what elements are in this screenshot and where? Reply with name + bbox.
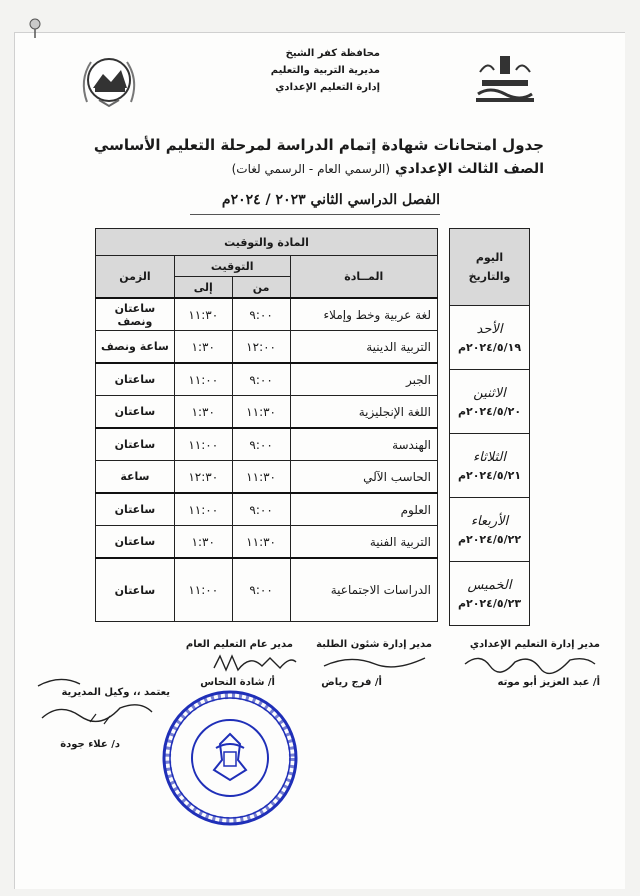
subject-cell: الجبر xyxy=(290,363,437,396)
ministry-header xyxy=(260,45,380,96)
timing-column-header: التوقيت xyxy=(174,256,290,277)
students-director-signature xyxy=(320,650,430,674)
approval-label: يعتمد ،، وكيل المديرية xyxy=(61,687,170,698)
table-row xyxy=(96,363,438,396)
directorate-logo-icon xyxy=(77,52,141,110)
day-cell xyxy=(450,498,530,562)
subject-cell: التربية الدينية xyxy=(290,331,437,364)
duration-cell: ساعتان ونصف xyxy=(96,298,175,331)
day-cell xyxy=(450,562,530,626)
duration-cell: ساعة xyxy=(96,461,175,494)
day-name: الثلاثاء xyxy=(473,449,506,465)
duration-cell: ساعتان xyxy=(96,363,175,396)
day-date: ٢٠٢٤/٥/٢٠م xyxy=(457,404,522,418)
day-cell xyxy=(450,306,530,370)
prep-director-title: مدير إدارة التعليم الإعدادي xyxy=(469,639,600,650)
to-cell: ١:٣٠ xyxy=(174,526,232,559)
from-cell: ٩:٠٠ xyxy=(232,493,290,526)
subject-time-header: المادة والتوقيت xyxy=(96,229,438,256)
day-name: الأحد xyxy=(476,321,503,337)
duration-cell: ساعتان xyxy=(96,493,175,526)
track-label: (الرسمي العام - الرسمي لغات) xyxy=(231,162,391,176)
to-cell: ١١:٠٠ xyxy=(174,493,232,526)
from-cell: ٩:٠٠ xyxy=(232,558,290,622)
administration-label: إدارة التعليم الإعدادي xyxy=(275,82,380,93)
students-director-title: مدير إدارة شئون الطلبة xyxy=(316,639,432,650)
term-title: الفصل الدراسي الثاني ٢٠٢٣ / ٢٠٢٤م xyxy=(221,192,440,208)
pin-icon xyxy=(28,18,42,38)
date-header-label: والتاريخ xyxy=(468,270,511,283)
directorate-label: مديرية التربية والتعليم xyxy=(270,65,380,76)
from-cell: ٩:٠٠ xyxy=(232,428,290,461)
table-row xyxy=(96,461,438,494)
prep-director-name: أ/ عبد العزيز أبو موته xyxy=(497,677,600,688)
day-date: ٢٠٢٤/٥/٢٣م xyxy=(457,596,522,610)
subject-cell: العلوم xyxy=(290,493,437,526)
duration-column-header: الزمن xyxy=(96,256,175,299)
duration-cell: ساعتان xyxy=(96,428,175,461)
from-column-header: من xyxy=(232,277,290,299)
from-cell: ١١:٣٠ xyxy=(232,461,290,494)
from-cell: ١١:٣٠ xyxy=(232,526,290,559)
official-stamp-icon xyxy=(160,688,300,828)
day-date: ٢٠٢٤/٥/٢٢م xyxy=(457,532,522,546)
subject-cell: لغة عربية وخط وإملاء xyxy=(290,298,437,331)
to-cell: ١١:٠٠ xyxy=(174,363,232,396)
table-row xyxy=(96,331,438,364)
duration-cell: ساعتان xyxy=(96,558,175,622)
duration-cell: ساعتان xyxy=(96,396,175,429)
general-director-name: أ/ شادة النحاس xyxy=(200,677,275,688)
day-date-header xyxy=(450,229,530,306)
table-row xyxy=(96,298,438,331)
schedule-table xyxy=(95,228,438,622)
general-director-signature xyxy=(210,650,300,676)
subject-column-header: المــادة xyxy=(290,256,437,299)
governorate-logo-icon xyxy=(470,52,540,104)
day-name: الأربعاء xyxy=(470,513,509,529)
to-cell: ١١:٠٠ xyxy=(174,558,232,622)
day-name: الخميس xyxy=(467,577,512,593)
grade-title xyxy=(232,161,544,177)
subject-cell: الدراسات الاجتماعية xyxy=(290,558,437,622)
students-director-name: أ/ فرج رياض xyxy=(321,677,382,688)
day-cell xyxy=(450,434,530,498)
deputy-signature xyxy=(30,672,160,732)
to-cell: ١:٣٠ xyxy=(174,396,232,429)
table-row xyxy=(96,396,438,429)
deputy-name: د/ علاء جودة xyxy=(60,739,120,750)
table-row xyxy=(96,558,438,622)
from-cell: ٩:٠٠ xyxy=(232,298,290,331)
from-cell: ٩:٠٠ xyxy=(232,363,290,396)
table-row xyxy=(96,493,438,526)
to-cell: ١١:٣٠ xyxy=(174,298,232,331)
day-name: الاثنين xyxy=(473,385,506,401)
from-cell: ١٢:٠٠ xyxy=(232,331,290,364)
subject-cell: التربية الفنية xyxy=(290,526,437,559)
day-header-label: اليوم xyxy=(475,251,504,264)
duration-cell: ساعة ونصف xyxy=(96,331,175,364)
day-date: ٢٠٢٤/٥/١٩م xyxy=(457,340,522,354)
subject-cell: الهندسة xyxy=(290,428,437,461)
prep-director-signature xyxy=(460,650,600,676)
governorate-label: محافظة كفر الشيخ xyxy=(285,48,380,59)
grade-label: الصف الثالث الإعدادي xyxy=(394,161,544,177)
general-director-title: مدير عام التعليم العام xyxy=(185,639,293,650)
table-row xyxy=(96,526,438,559)
duration-cell: ساعتان xyxy=(96,526,175,559)
to-cell: ١١:٠٠ xyxy=(174,428,232,461)
day-cell xyxy=(450,370,530,434)
from-cell: ١١:٣٠ xyxy=(232,396,290,429)
to-cell: ١:٣٠ xyxy=(174,331,232,364)
dates-table xyxy=(449,228,530,626)
table-row xyxy=(96,428,438,461)
to-column-header: إلى xyxy=(174,277,232,299)
to-cell: ١٢:٣٠ xyxy=(174,461,232,494)
subject-cell: اللغة الإنجليزية xyxy=(290,396,437,429)
page-title: جدول امتحانات شهادة إتمام الدراسة لمرحلة التعليم الأساسي xyxy=(93,136,544,154)
term-underline xyxy=(190,214,440,215)
subject-cell: الحاسب الآلي xyxy=(290,461,437,494)
day-date: ٢٠٢٤/٥/٢١م xyxy=(457,468,522,482)
